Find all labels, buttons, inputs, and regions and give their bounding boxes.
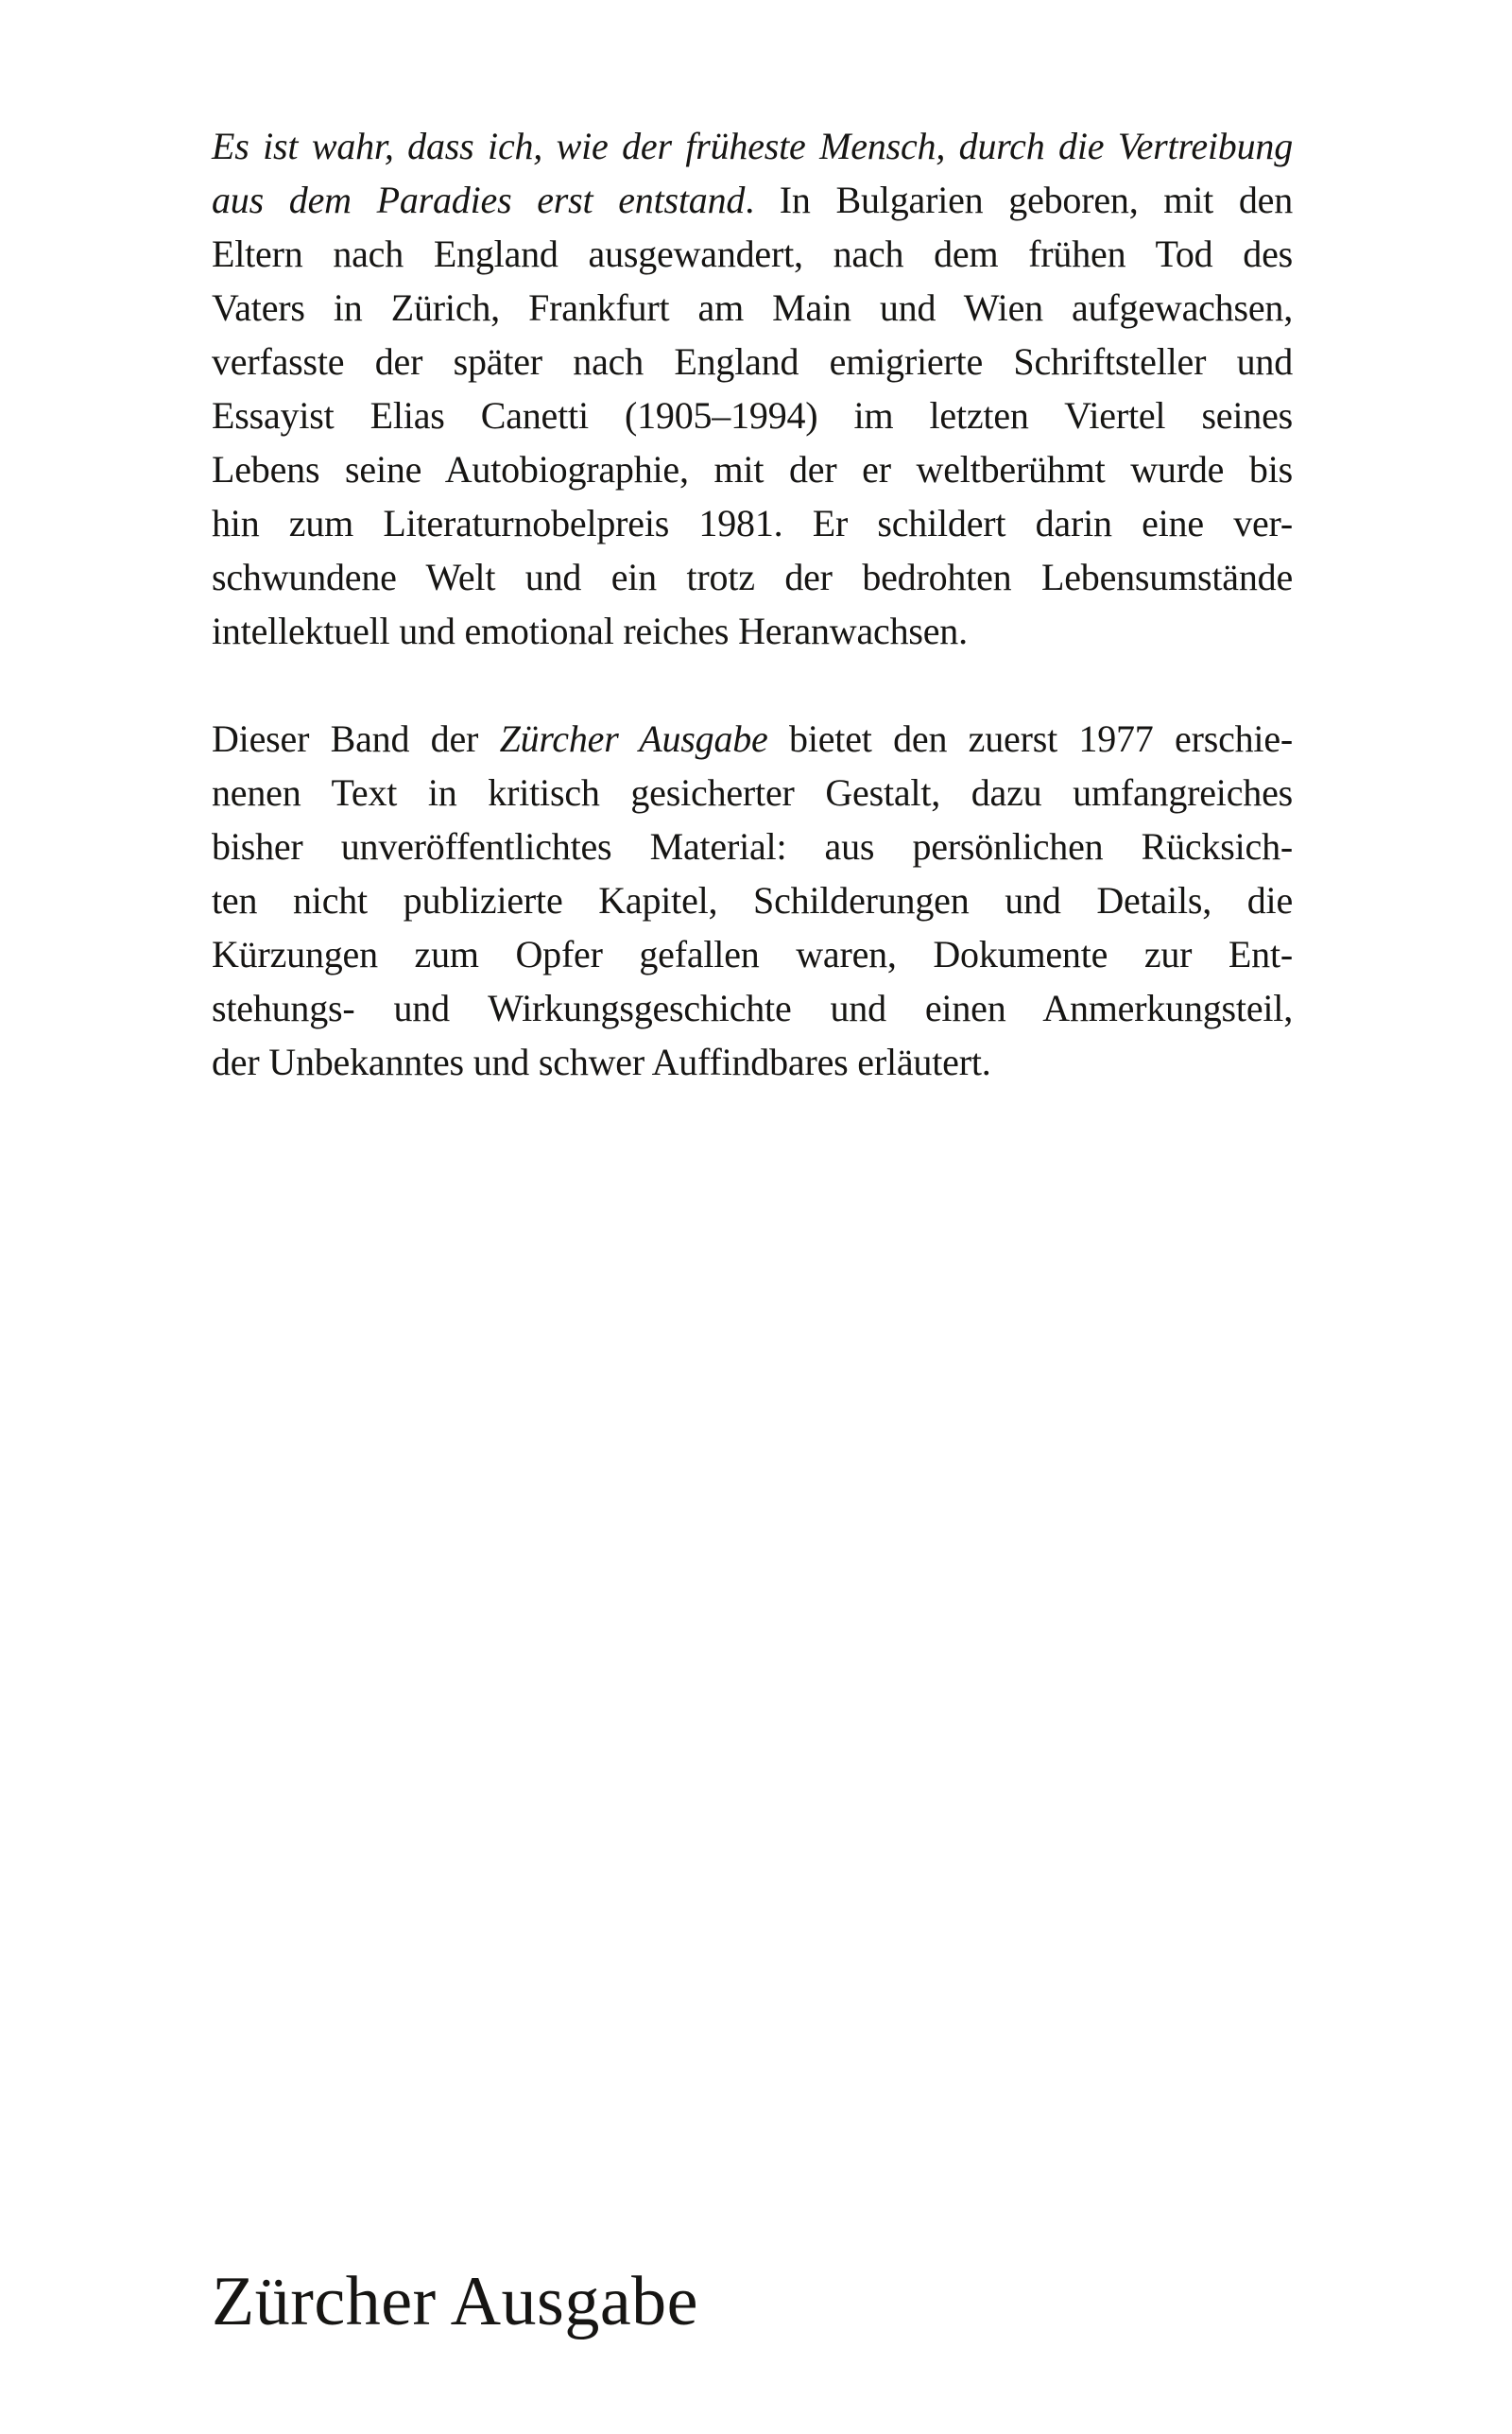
- text-line: [212, 604, 1293, 658]
- text-segment: intellektuell und emotional reiches Heranwachsen.: [212, 610, 968, 652]
- italic-text: aus dem Paradies erst entstand: [212, 179, 746, 221]
- text-segment: bietet den zuerst 1977 erschie-: [767, 717, 1294, 760]
- text-segment: Lebens seine Autobiographie, mit der er weltberühmt wurde bis: [212, 448, 1293, 491]
- text-segment: nenen Text in kritisch gesicherter Gestalt, dazu umfangreiches: [212, 771, 1293, 814]
- text-line: [212, 442, 1293, 496]
- text-segment: . In Bulgarien geboren, mit den: [745, 179, 1293, 221]
- italic-text: Es ist wahr, dass ich, wie der früheste Mensch, durch die Vertreibung: [212, 125, 1293, 167]
- text-segment: Essayist Elias Canetti (1905–1994) im letzten Viertel seines: [212, 394, 1293, 437]
- text-line: [212, 281, 1293, 335]
- text-line: [212, 766, 1293, 820]
- text-line: [212, 550, 1293, 604]
- text-segment: schwundene Welt und ein trotz der bedrohten Lebensumstände: [212, 556, 1293, 598]
- text-segment: hin zum Literaturnobelpreis 1981. Er schildert darin eine ver-: [212, 502, 1293, 544]
- text-line: [212, 173, 1293, 227]
- text-line: [212, 1035, 1293, 1089]
- text-line: [212, 496, 1293, 550]
- text-segment: Dieser Band der: [212, 717, 500, 760]
- text-line: [212, 227, 1293, 281]
- text-segment: stehungs- und Wirkungsgeschichte und einen Anmerkungsteil,: [212, 987, 1293, 1029]
- text-line: [212, 712, 1293, 766]
- blurb-text-column: [212, 119, 1293, 1089]
- blurb-paragraph-1: [212, 119, 1293, 658]
- text-segment: Vaters in Zürich, Frankfurt am Main und Wien aufgewachsen,: [212, 286, 1293, 329]
- text-line: [212, 927, 1293, 981]
- series-title: Zürcher Ausgabe: [212, 2263, 699, 2340]
- text-segment: ten nicht publizierte Kapitel, Schilderungen und Details, die: [212, 879, 1293, 922]
- italic-text: Zürcher Ausgabe: [499, 717, 768, 760]
- blurb-paragraph-2: [212, 712, 1293, 1089]
- text-line: [212, 388, 1293, 442]
- text-segment: der Unbekanntes und schwer Auffindbares erläutert.: [212, 1041, 991, 1083]
- text-line: [212, 820, 1293, 873]
- text-line: [212, 335, 1293, 388]
- text-segment: bisher unveröffentlichtes Material: aus persönlichen Rücksich-: [212, 825, 1293, 868]
- text-line: [212, 981, 1293, 1035]
- text-segment: Eltern nach England ausgewandert, nach dem frühen Tod des: [212, 233, 1293, 275]
- text-segment: Kürzungen zum Opfer gefallen waren, Dokumente zur Ent-: [212, 933, 1293, 975]
- text-line: [212, 873, 1293, 927]
- text-segment: verfasste der später nach England emigrierte Schriftsteller und: [212, 340, 1293, 383]
- text-line: [212, 119, 1293, 173]
